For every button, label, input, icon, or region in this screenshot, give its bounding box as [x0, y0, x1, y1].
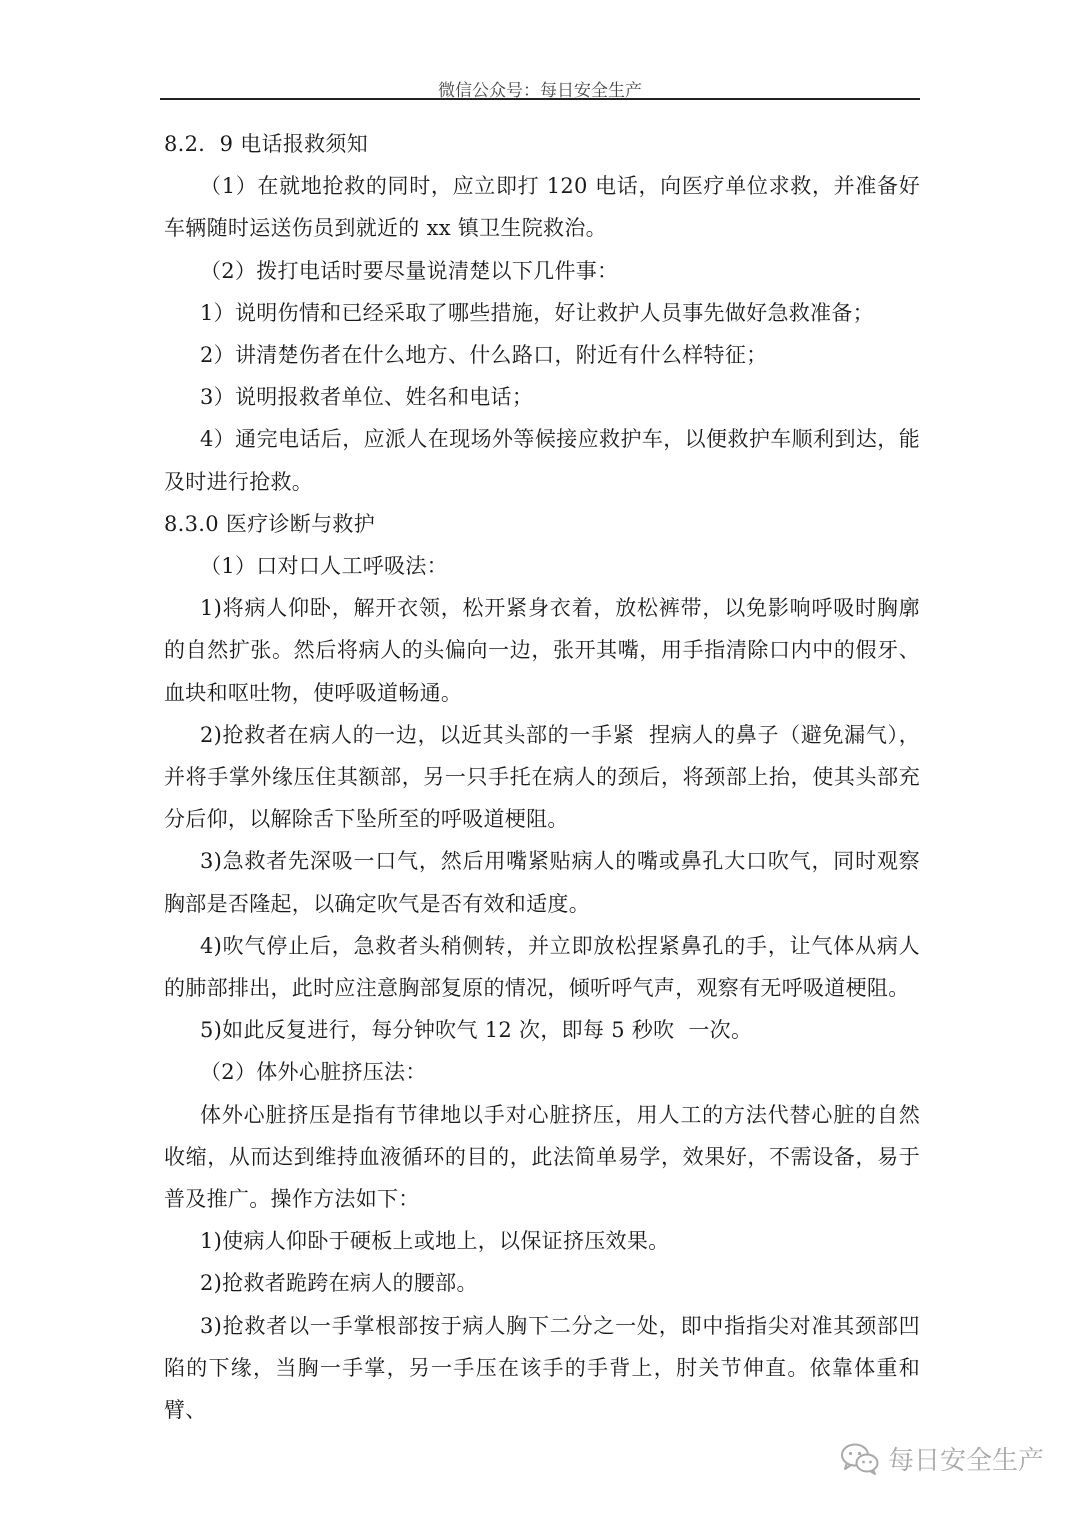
- paragraph: 5)如此反复进行，每分钟吹气 12 次，即每 5 秒吹 一次。: [200, 1018, 753, 1043]
- paragraph: 2)抢救者在病人的一边，以近其头部的一手紧 捏病人的鼻子（避免漏气），并将手掌外缘压住其额部，另一只手托在病人的颈后，将颈部上抬，使其头部充分后仰，以解除舌下坠所至的呼吸道梗阻。: [164, 722, 920, 832]
- document-body: [164, 123, 920, 1431]
- paragraph: 4)吹气停止后，急救者头稍侧转，并立即放松捏紧鼻孔的手，让气体从病人的肺部排出，此时应注意胸部复原的情况，倾听呼气声，观察有无呼吸道梗阻。: [164, 933, 920, 1001]
- paragraph: （1）在就地抢救的同时，应立即打 120 电话，向医疗单位求救，并准备好车辆随时运送伤员到就近的 xx 镇卫生院救治。: [164, 174, 920, 241]
- header-divider: [160, 98, 920, 100]
- paragraph: （2）拨打电话时要尽量说清楚以下几件事：: [200, 258, 619, 283]
- paragraph: 2）讲清楚伤者在什么地方、什么路口，附近有什么样特征；: [200, 343, 768, 368]
- section-heading: 8.3.0 医疗诊断与救护: [164, 511, 376, 536]
- paragraph: 1）说明伤情和已经采取了哪些措施，好让救护人员事先做好急救准备；: [200, 300, 874, 325]
- page-header: 微信公众号：每日安全生产: [438, 81, 642, 101]
- paragraph: （1）口对口人工呼吸法：: [200, 554, 448, 579]
- paragraph: 体外心脏挤压是指有节律地以手对心脏挤压，用人工的方法代替心脏的自然收缩，从而达到维持血液循环的目的，此法简单易学，效果好，不需设备，易于普及推广。操作方法如下：: [164, 1102, 920, 1212]
- paragraph: 1)使病人仰卧于硬板上或地上，以保证挤压效果。: [200, 1229, 670, 1254]
- wechat-icon: [840, 1442, 880, 1476]
- watermark: [840, 1440, 1044, 1477]
- paragraph: 4）通完电话后，应派人在现场外等候接应救护车，以便救护车顺利到达，能及时进行抢救。: [164, 427, 920, 494]
- paragraph: 3)急救者先深吸一口气，然后用嘴紧贴病人的嘴或鼻孔大口吹气，同时观察胸部是否隆起，以确定吹气是否有效和适度。: [164, 849, 920, 916]
- paragraph: （2）体外心脏挤压法：: [200, 1060, 427, 1085]
- section-heading: 8.2．9 电话报救须知: [164, 132, 369, 156]
- paragraph: 3）说明报救者单位、姓名和电话；: [200, 385, 534, 410]
- paragraph: 1)将病人仰卧，解开衣领，松开紧身衣着，放松裤带，以免影响呼吸时胸廓的自然扩张。然后将病人的头偏向一边，张开其嘴，用手指清除口内中的假牙、血块和呕吐物，使呼吸道畅通。: [164, 596, 920, 705]
- paragraph: 2)抢救者跪跨在病人的腰部。: [200, 1271, 478, 1296]
- watermark-text: 每日安全生产: [887, 1446, 1044, 1476]
- paragraph: 3)抢救者以一手掌根部按于病人胸下二分之一处，即中指指尖对准其颈部凹陷的下缘，当胸一手掌，另一手压在该手的手背上，肘关节伸直。依靠体重和臂、: [164, 1313, 920, 1423]
